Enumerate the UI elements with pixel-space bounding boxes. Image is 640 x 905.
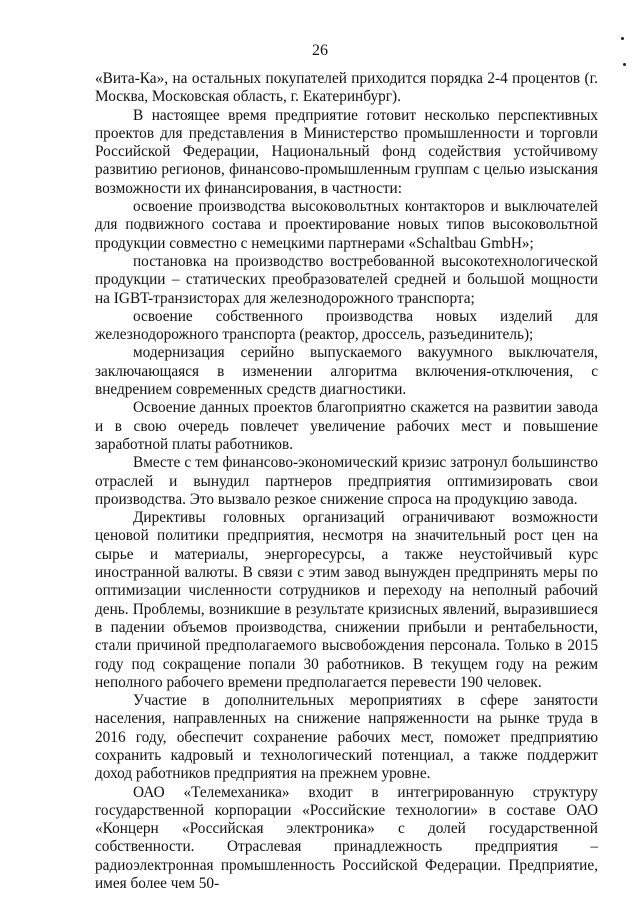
document-body [95, 70, 598, 893]
paragraph: Освоение данных проектов благоприятно скажется на развитии завода и в свою очередь повлечет увеличение рабочих мест и повышение заработной платы работников. [95, 399, 598, 453]
paragraph: Участие в дополнительных мероприятиях в сфере занятости населения, направленных на снижение напряженности на рынке труда в 2016 году, обеспечит сохранение рабочих мест, поможет предприятию сохранить кадровый и технологический потенциал, а также поддержит доход работников предприятия на прежнем уровне. [95, 692, 598, 783]
scan-speck [623, 63, 626, 66]
page-number: 26 [312, 42, 328, 59]
list-item: модернизация серийно выпускаемого вакуумного выключателя, заключающаяся в изменении алгоритма включения-отключения, с внедрением современных средств диагностики. [95, 344, 598, 399]
list-item: постановка на производство востребованной высокотехнологической продукции – статических преобразователей средней и большой мощности на IGBT-транзисторах для железнодорожного транспорта; [95, 252, 598, 307]
paragraph: Директивы головных организаций ограничивают возможности ценовой политики предприятия, несмотря на значительный рост цен на сырье и материалы, энергоресурсы, а также неустойчивый курс иностранной валюты. В связи с этим завод вынужден предпринять меры по оптимизации численности сотрудников и переходу на неполный рабочий день. Проблемы, возникшие в результате кризисных явлений, выразившиеся в падении объемов производства, снижении прибыли и рентабельности, стали причиной предполагаемого высвобождения персонала. Только в 2015 году под сокращение попали 30 работников. В текущем году на режим неполного рабочего времени предполагается перевести 190 человек. [95, 509, 598, 691]
scan-speck [621, 37, 624, 40]
paragraph: Вместе с тем финансово-экономический кризис затронул большинство отраслей и вынудил партнеров предприятия оптимизировать свои производства. Это вызвало резкое снижение спроса на продукцию завода. [95, 454, 598, 508]
paragraph: «Вита-Ка», на остальных покупателей приходится порядка 2-4 процентов (г. Москва, Московская область, г. Екатеринбург). [95, 70, 598, 106]
paragraph: ОАО «Телемеханика» входит в интегрированную структуру государственной корпорации «Российские технологии» в составе ОАО «Концерн «Российская электроника» с долей государственной собственности. Отраслевая принадлежность предприятия – радиоэлектронная промышленность Российской Федерации. Предприятие, имея более чем 50- [95, 783, 598, 893]
list-item: освоение производства высоковольтных контакторов и выключателей для подвижного состава и проектирование новых типов высоковольтной продукции совместно с немецкими партнерами «Schaltbau GmbH»; [95, 198, 598, 252]
list-item: освоение собственного производства новых изделий для железнодорожного транспорта (реактор, дроссель, разъединитель); [95, 307, 598, 344]
paragraph: В настоящее время предприятие готовит несколько перспективных проектов для представления в Министерство промышленности и торговли Российской Федерации, Национальный фонд содействия устойчивому развитию регионов, финансово-промышленным группам с целью изыскания возможности их финансирования, в частности: [95, 106, 598, 197]
